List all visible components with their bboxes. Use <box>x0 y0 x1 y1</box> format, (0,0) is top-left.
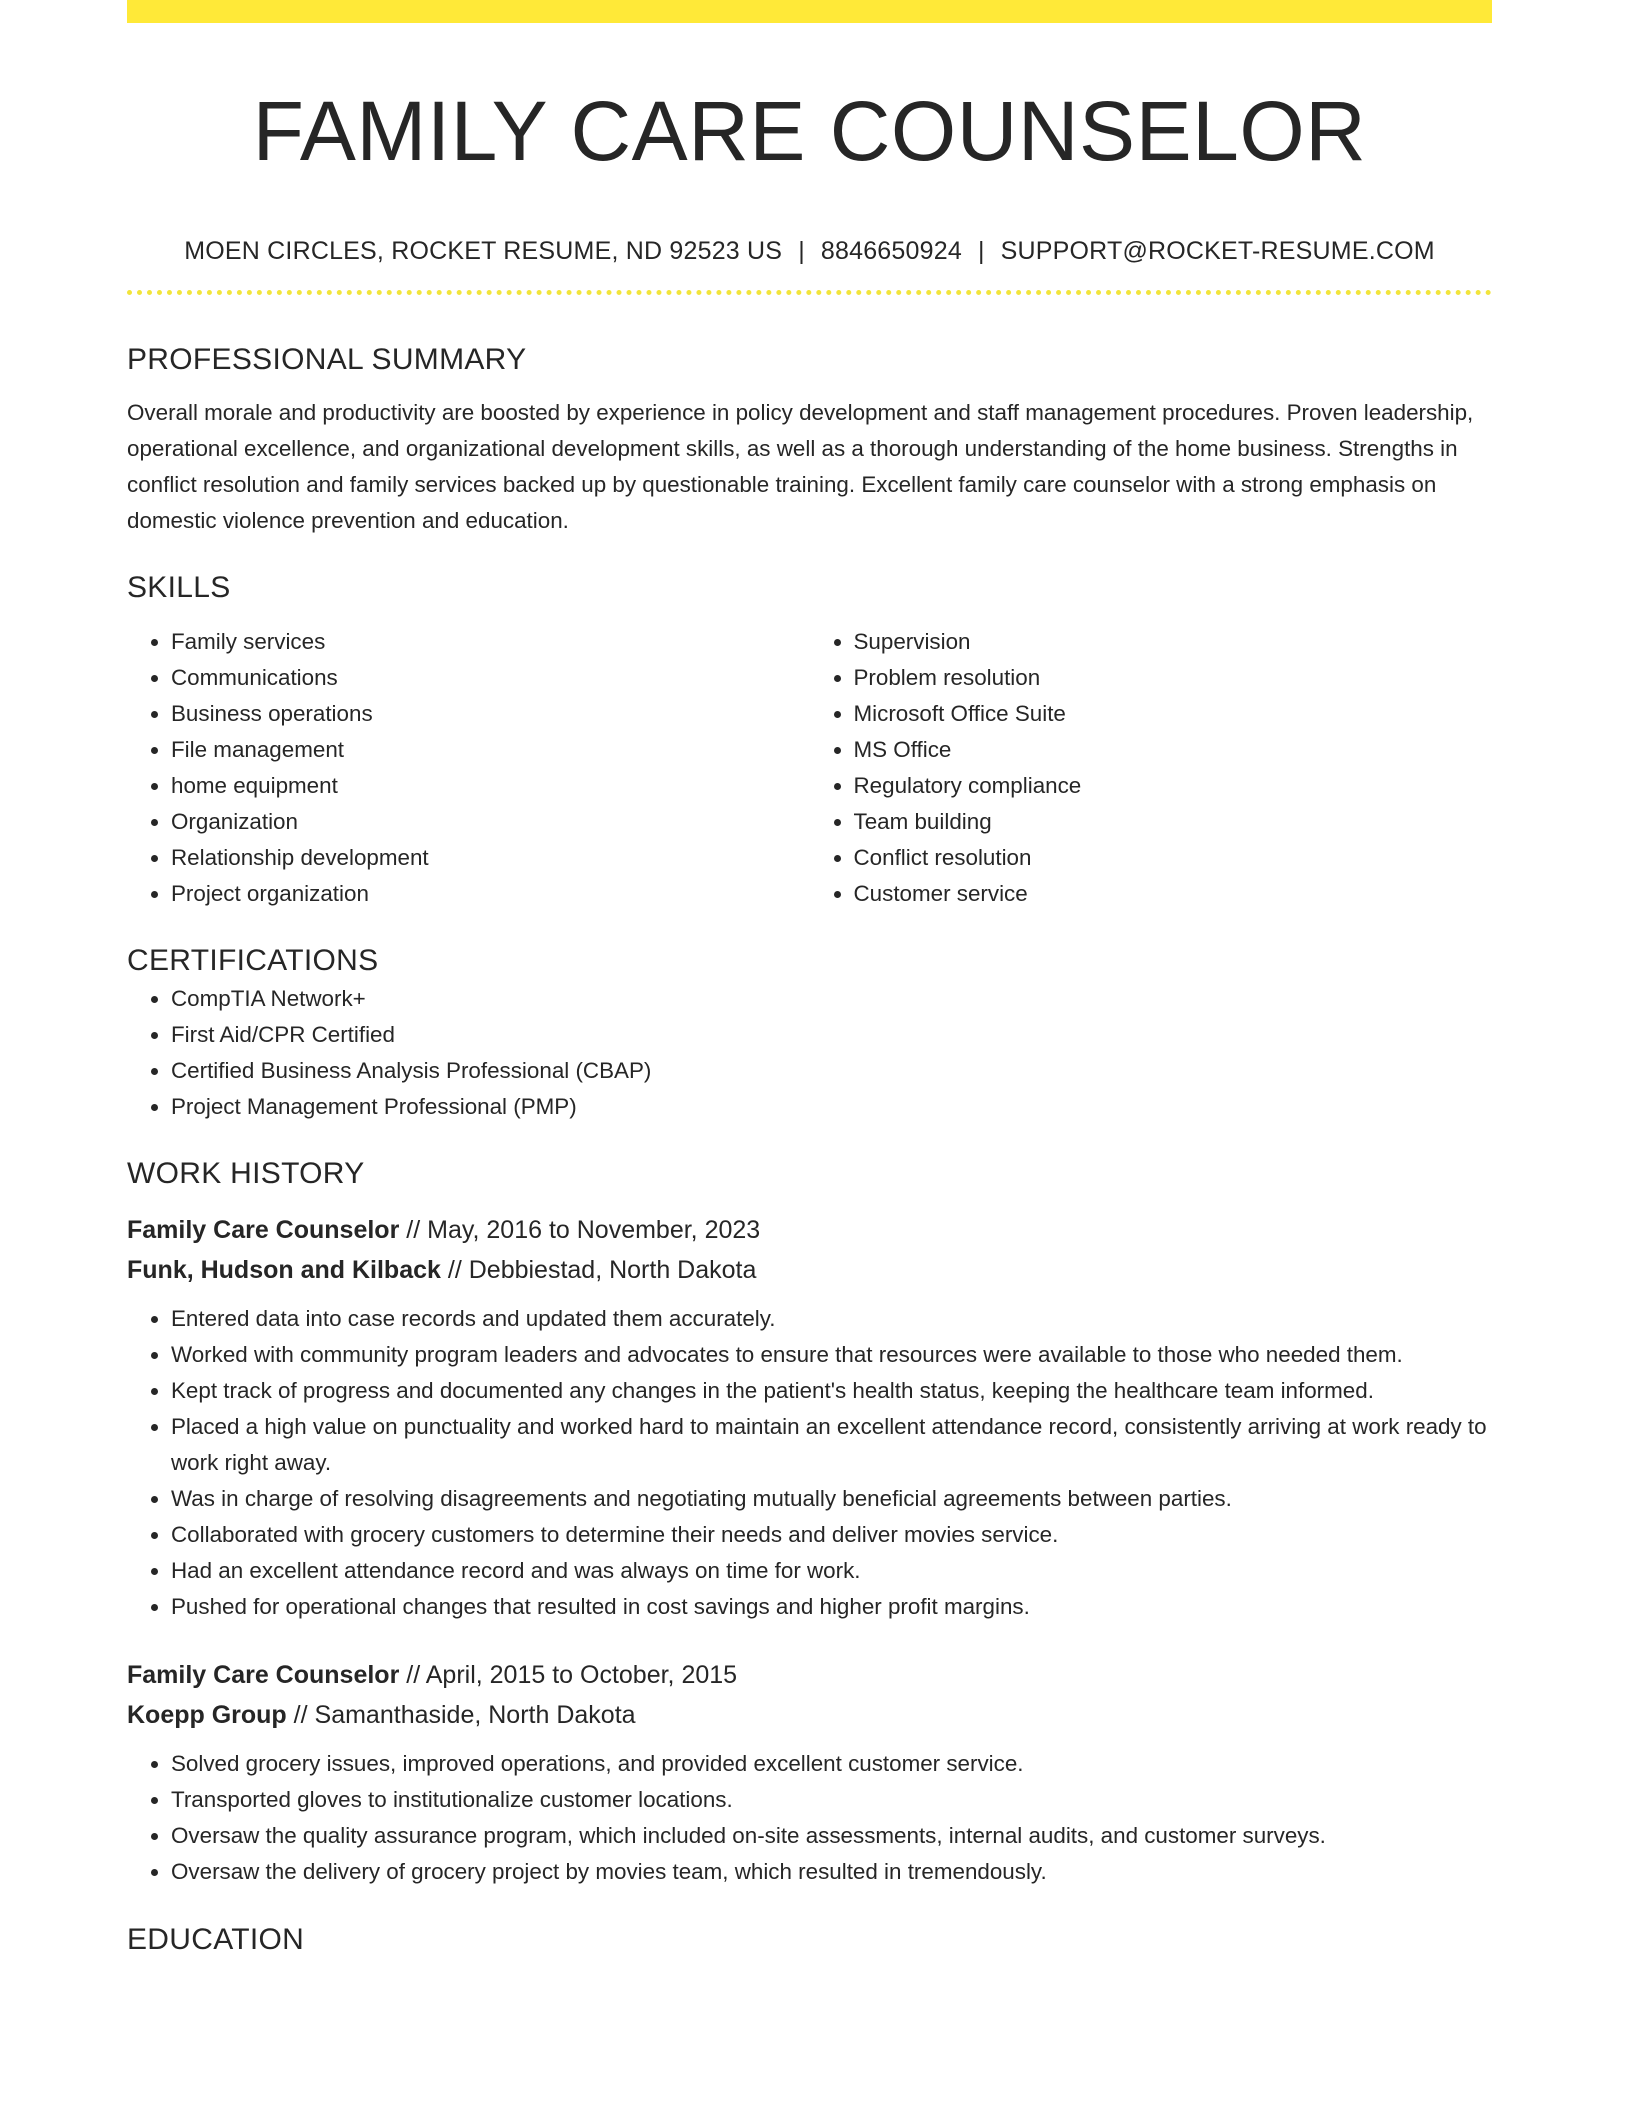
resume-name: FAMILY CARE COUNSELOR <box>252 84 1367 178</box>
job-company: Funk, Hudson and Kilback <box>127 1256 441 1284</box>
job-bullet: • Transported gloves to institutionalize customer locations. <box>171 1782 1492 1818</box>
job-location: Samanthaside, North Dakota <box>314 1701 636 1729</box>
skill-item: • Organization <box>171 804 810 840</box>
job-entry <box>127 1210 1492 1625</box>
certification-item: • First Aid/CPR Certified <box>171 1017 1492 1053</box>
summary-heading: PROFESSIONAL SUMMARY <box>127 343 527 376</box>
skill-item: • Supervision <box>854 624 1493 660</box>
job-dates: April, 2015 to October, 2015 <box>425 1661 738 1689</box>
job-delimiter: // <box>406 1216 421 1244</box>
skill-item: • Communications <box>171 660 810 696</box>
skills-list-left <box>127 624 810 912</box>
contact-line <box>127 234 1492 268</box>
header-divider <box>127 290 1492 295</box>
certification-item: • CompTIA Network+ <box>171 981 1492 1017</box>
contact-address: MOEN CIRCLES, ROCKET RESUME, ND 92523 US <box>184 237 783 265</box>
skill-item: • Conflict resolution <box>854 840 1493 876</box>
job-bullet: • Was in charge of resolving disagreements and negotiating mutually beneficial agreements between parties. <box>171 1481 1492 1517</box>
job-bullets <box>127 1746 1492 1890</box>
education-heading: EDUCATION <box>127 1923 305 1956</box>
resume-content <box>127 0 1492 1960</box>
skill-item: • Team building <box>854 804 1493 840</box>
job-title-line <box>127 1210 1492 1250</box>
job-bullet: • Collaborated with grocery customers to determine their needs and deliver movies service. <box>171 1517 1492 1553</box>
contact-email: SUPPORT@ROCKET-RESUME.COM <box>1000 237 1435 265</box>
certification-item: • Certified Business Analysis Professional (CBAP) <box>171 1053 1492 1089</box>
job-role: Family Care Counselor <box>127 1661 400 1689</box>
skill-item: • Business operations <box>171 696 810 732</box>
skill-item: • Regulatory compliance <box>854 768 1493 804</box>
job-delimiter: // <box>293 1701 308 1729</box>
job-bullet: • Oversaw the quality assurance program, which included on-site assessments, internal audits, and customer surveys. <box>171 1818 1492 1854</box>
contact-phone: 8846650924 <box>820 237 962 265</box>
job-bullet: • Kept track of progress and documented any changes in the patient's health status, keeping the healthcare team informed. <box>171 1373 1492 1409</box>
skill-item: • Family services <box>171 624 810 660</box>
skill-item: • Relationship development <box>171 840 810 876</box>
certification-item: • Project Management Professional (PMP) <box>171 1089 1492 1125</box>
job-location: Debbiestad, North Dakota <box>468 1256 757 1284</box>
job-delimiter: // <box>406 1661 421 1689</box>
skill-item: • Microsoft Office Suite <box>854 696 1493 732</box>
skill-item: • MS Office <box>854 732 1493 768</box>
work-history-heading: WORK HISTORY <box>127 1157 365 1190</box>
skill-item: • Project organization <box>171 876 810 912</box>
job-bullet: • Oversaw the delivery of grocery project by movies team, which resulted in tremendously. <box>171 1854 1492 1890</box>
job-dates: May, 2016 to November, 2023 <box>427 1216 761 1244</box>
contact-separator: | <box>977 237 985 265</box>
skills-list-right <box>810 624 1493 912</box>
job-title-line <box>127 1655 1492 1695</box>
job-delimiter: // <box>447 1256 462 1284</box>
skill-item: • Customer service <box>854 876 1493 912</box>
summary-text: Overall morale and productivity are boosted by experience in policy development and staff management procedures. Proven leadership, operational excellence, and organizational development skills, as well as a thorough understanding of the home business. Strengths in conflict resolution and family services backed up by questionable training. Excellent family care counselor with a strong emphasis on domestic violence prevention and education. <box>127 400 1474 533</box>
job-company-line <box>127 1250 1492 1290</box>
skill-item: • Problem resolution <box>854 660 1493 696</box>
job-bullet: • Pushed for operational changes that resulted in cost savings and higher profit margins. <box>171 1589 1492 1625</box>
job-bullet: • Entered data into case records and updated them accurately. <box>171 1301 1492 1337</box>
skills-heading: SKILLS <box>127 571 231 604</box>
skill-item: • File management <box>171 732 810 768</box>
job-bullet: • Had an excellent attendance record and was always on time for work. <box>171 1553 1492 1589</box>
job-company: Koepp Group <box>127 1701 287 1729</box>
job-role: Family Care Counselor <box>127 1216 400 1244</box>
certifications-heading: CERTIFICATIONS <box>127 944 379 977</box>
contact-separator: | <box>798 237 805 265</box>
certifications-list <box>127 981 1492 1125</box>
skills-grid <box>127 624 1492 912</box>
job-bullet: • Worked with community program leaders and advocates to ensure that resources were available to those who needed them. <box>171 1337 1492 1373</box>
job-bullet: • Solved grocery issues, improved operations, and provided excellent customer service. <box>171 1746 1492 1782</box>
job-bullets <box>127 1301 1492 1625</box>
job-entry <box>127 1655 1492 1890</box>
skill-item: • home equipment <box>171 768 810 804</box>
job-bullet: • Placed a high value on punctuality and worked hard to maintain an excellent attendance record, consistently arriving at work ready to work right away. <box>171 1409 1492 1481</box>
job-company-line <box>127 1695 1492 1735</box>
